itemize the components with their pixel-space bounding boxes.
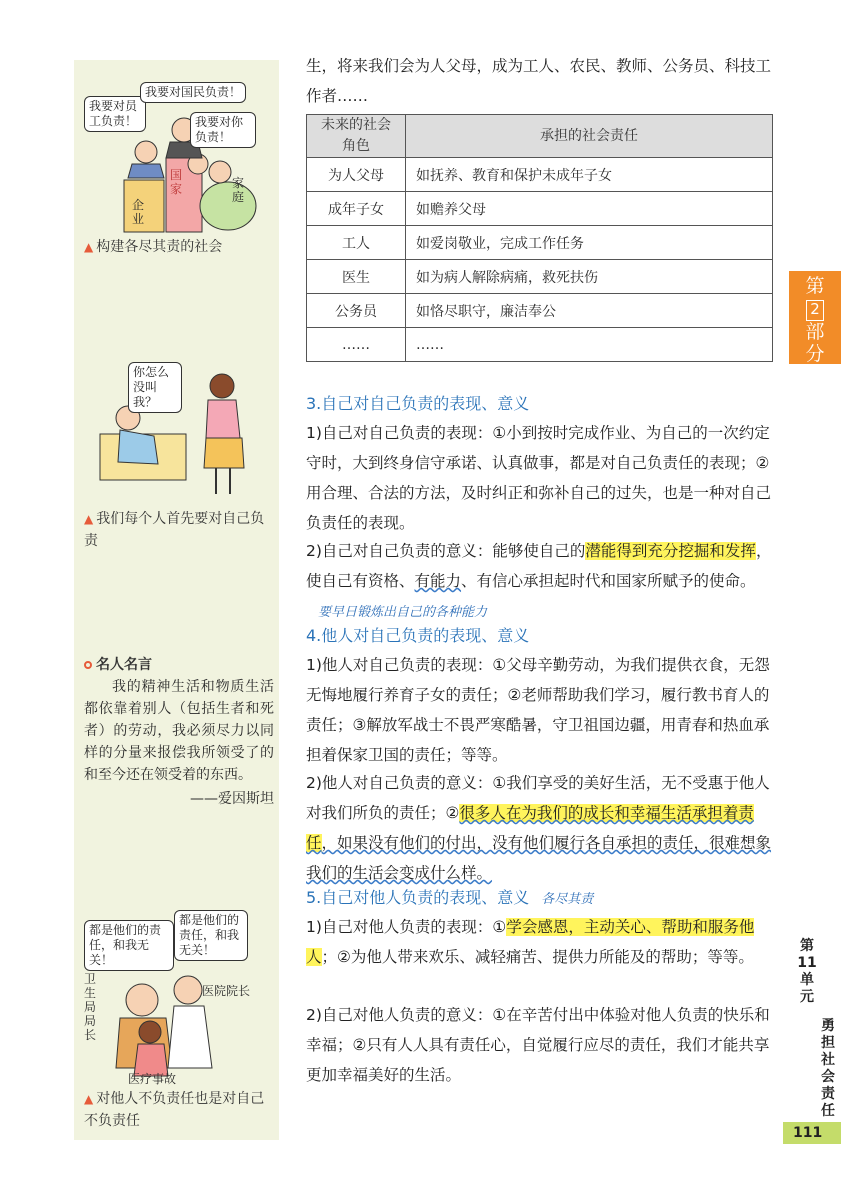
table-header-responsibility: 承担的社会责任 [406, 115, 773, 158]
highlight: 潜能得到充分挖掘和发挥 [585, 542, 756, 560]
triangle-icon: ▲ [84, 1092, 94, 1106]
triangle-icon: ▲ [84, 512, 94, 526]
page-number: 111 [783, 1122, 841, 1144]
section-3-paragraph-1: 1)自己对自己负责的表现：①小到按时完成作业、为自己的一次约定守时，大到终身信守承诺、认真做事，都是对自己负责任的表现；②用合理、合法的方法，及时纠正和弥补自己的过失，也是一种对自己负责任的表现。 [306, 424, 772, 532]
unit-title: 勇担社会责任 [821, 1018, 835, 1119]
label-health-director: 卫生局局长 [84, 972, 97, 1042]
tab-label-bottom: 部分 [805, 321, 825, 365]
section-3-title: 3.自己对自己负责的表现、意义 [306, 394, 530, 413]
table-row [307, 328, 773, 362]
section-4-title: 4.他人对自己负责的表现、意义 [306, 626, 530, 645]
table-row [307, 260, 773, 294]
handwritten-note: 各尽其责 [541, 892, 594, 907]
quote-author: ——爱因斯坦 [190, 791, 274, 807]
illustration-self-responsibility [94, 362, 270, 502]
table-cell-role: 工人 [307, 226, 406, 260]
table-row [307, 192, 773, 226]
table-cell-responsibility: …… [406, 328, 773, 362]
illustration-responsible-society [80, 78, 270, 236]
table-row [307, 158, 773, 192]
quote-heading: 名人名言 [84, 654, 274, 676]
table-cell-role: 公务员 [307, 294, 406, 328]
speech-bubble: 我要对国民负责！ [140, 82, 246, 103]
unit-number: 第11单元 [797, 938, 817, 1005]
speech-bubble: 我要对员工负责！ [84, 96, 146, 132]
table-header-role: 未来的社会角色 [307, 115, 406, 158]
section-5-title: 5.自己对他人负责的表现、意义 各尽其责 [306, 888, 594, 907]
part-tab [789, 271, 841, 364]
circle-bullet-icon [84, 661, 92, 669]
quote-body: 我的精神生活和物质生活都依靠着别人（包括生者和死者）的劳动，我必须尽力以同样的分量来报偿我所领受了的和至今还在领受着的东西。 [84, 679, 274, 783]
table-cell-role: 医生 [307, 260, 406, 294]
caption-illustration-2: ▲ 我们每个人首先要对自己负责 [84, 511, 265, 549]
table-cell-responsibility: 如为病人解除病痛，救死扶伤 [406, 260, 773, 294]
section-3-paragraph-2: 2)自己对自己负责的意义：能够使自己的潜能得到充分挖掘和发挥，使自己有资格、有能力、有信心承担起时代和国家所赋予的使命。要早日锻炼出自己的各种能力 [306, 542, 772, 620]
speech-bubble: 我要对你负责！ [190, 112, 256, 148]
wavy-underline: ，如果没有他们的付出，没有他们履行各自承担的责任，很难想象我们的生活会变成什么样。 [306, 834, 772, 882]
label-country: 国家 [170, 168, 183, 196]
section-4-paragraph-1: 1)他人对自己负责的表现：①父母辛勤劳动，为我们提供衣食，无怨无悔地履行养育子女的责任；②老师帮助我们学习，履行教书育人的责任；③解放军战士不畏严寒酷暑，守卫祖国边疆，用青春和热血承担着保家卫国的责任；等等。 [306, 656, 770, 764]
label-company: 企业 [132, 198, 145, 226]
table-cell-role: …… [307, 328, 406, 362]
illustration-others-responsibility [80, 908, 274, 1086]
caption-illustration-3: ▲ 对他人不负责任也是对自己不负责任 [84, 1091, 265, 1129]
triangle-icon: ▲ [84, 240, 94, 254]
section-5-paragraph-2: 2)自己对他人负责的意义：①在辛苦付出中体验对他人负责的快乐和幸福；②只有人人具有责任心，自觉履行应尽的责任，我们才能共享更加幸福美好的生活。 [306, 1006, 770, 1084]
highlight: 学会感恩，主动关心、帮助和服务他人 [306, 918, 755, 966]
table-cell-responsibility: 如抚养、教育和保护未成年子女 [406, 158, 773, 192]
table-cell-role: 成年子女 [307, 192, 406, 226]
famous-quote-box [84, 654, 274, 810]
mother-and-child-icon [94, 362, 270, 502]
handwritten-note: 要早日锻炼出自己的各种能力 [318, 605, 488, 620]
table-cell-responsibility: 如赡养父母 [406, 192, 773, 226]
section-5-paragraph-1: 1)自己对他人负责的表现：①学会感恩，主动关心、帮助和服务他人；②为他人带来欢乐、减轻痛苦、提供力所能及的帮助；等等。 [306, 918, 755, 966]
table-cell-responsibility: 如恪尽职守，廉洁奉公 [406, 294, 773, 328]
table-row [307, 294, 773, 328]
social-roles-table [306, 114, 773, 362]
label-family: 家庭 [232, 176, 245, 204]
speech-bubble: 都是他们的责任，和我无关！ [84, 920, 174, 971]
tab-part-number: 2 [806, 300, 824, 321]
speech-bubble: 你怎么没叫我？ [128, 362, 182, 413]
label-medical-accident: 医疗事故 [128, 1072, 177, 1086]
intro-paragraph: 生，将来我们会为人父母，成为工人、农民、教师、公务员、科技工作者…… [306, 57, 772, 105]
table-cell-role: 为人父母 [307, 158, 406, 192]
section-4-paragraph-2: 2)他人对自己负责的意义：①我们享受的美好生活，无不受惠于他人对我们所负的责任；②很多人在为我们的成长和幸福生活承担着责任，如果没有他们的付出，没有他们履行各自承担的责任，很难想象我们的生活会变成什么样。 [306, 774, 772, 882]
table-row [307, 226, 773, 260]
tab-label-top: 第 [805, 275, 825, 297]
wavy-underline: 有能力 [414, 572, 462, 590]
label-hospital-dean: 医院院长 [202, 984, 251, 998]
table-cell-responsibility: 如爱岗敬业，完成工作任务 [406, 226, 773, 260]
table-header-row [307, 115, 773, 158]
speech-bubble: 都是他们的责任，和我无关！ [174, 910, 248, 961]
highlight: 很多人在为我们的成长和幸福生活承担着责任 [306, 804, 754, 852]
caption-illustration-1: ▲ 构建各尽其责的社会 [84, 239, 223, 255]
